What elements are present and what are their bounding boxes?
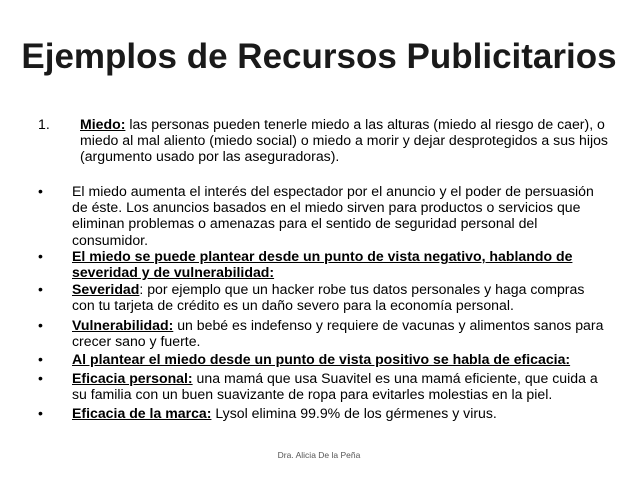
- bullet-icon: •: [38, 281, 43, 297]
- bullet-icon: •: [38, 351, 43, 367]
- list-item-eficacia-personal: [38, 370, 608, 402]
- bullet-icon: •: [38, 317, 43, 333]
- slide-title: Ejemplos de Recursos Publicitarios: [21, 37, 617, 76]
- item-text: [72, 317, 608, 349]
- item-text: [72, 351, 608, 367]
- list-item-positivo: [38, 351, 608, 367]
- term-eficacia-personal: Eficacia personal:: [72, 370, 193, 386]
- bullet-icon: •: [38, 370, 43, 386]
- item-description: El miedo aumenta el interés del espectador por el anuncio y el poder de persuasión de éste. Los anuncios basados en el miedo sirven para productos o servicios que eliminan problemas o amenazas para el sentido de seguridad personal del consumidor.: [72, 183, 594, 248]
- bullet-icon: •: [38, 183, 43, 199]
- list-item-negativo: [38, 248, 608, 280]
- term-vulnerabilidad: Vulnerabilidad:: [72, 317, 174, 333]
- list-item-severidad: [38, 281, 608, 313]
- list-item-eficacia-marca: [38, 405, 608, 421]
- term-negativo: El miedo se puede plantear desde un punto de vista negativo, hablando de severidad y de vulnerabilidad:: [72, 248, 573, 281]
- item-description: las personas pueden tenerle miedo a las alturas (miedo al riesgo de caer), o miedo al mal aliento (miedo social) o miedo a morir y dejar desprotegidos a sus hijos (argumento usado por las aseguradoras).: [80, 116, 608, 165]
- item-text: [80, 116, 608, 165]
- item-description: un bebé es indefenso y requiere de vacunas y alimentos sanos para crecer sano y fuerte.: [72, 317, 604, 350]
- term-positivo: Al plantear el miedo desde un punto de vista positivo se habla de eficacia:: [72, 351, 571, 367]
- item-description: una mamá que usa Suavitel es una mamá eficiente, que cuida a su familia con un buen suavizante de ropa para evitarles molestias en la piel.: [72, 370, 598, 403]
- list-item-interes: [38, 183, 608, 248]
- bullet-icon: •: [38, 248, 43, 264]
- item-text: [72, 248, 608, 280]
- item-description: : por ejemplo que un hacker robe tus datos personales y haga compras con tu tarjeta de crédito es un daño severo para la economía personal.: [72, 281, 585, 314]
- item-text: [72, 281, 608, 313]
- slide-footer: Dra. Alicia De la Peña: [277, 450, 361, 460]
- term-severidad: Severidad: [72, 281, 140, 297]
- item-description: Lysol elimina 99.9% de los gérmenes y virus.: [211, 405, 497, 421]
- list-item-miedo: [38, 116, 608, 165]
- list-number: 1.: [38, 116, 50, 132]
- bullet-icon: •: [38, 405, 43, 421]
- item-text: [72, 370, 608, 402]
- term-miedo: Miedo:: [80, 116, 126, 132]
- list-item-vulnerabilidad: [38, 317, 608, 349]
- term-eficacia-marca: Eficacia de la marca:: [72, 405, 212, 421]
- item-text: [72, 405, 608, 421]
